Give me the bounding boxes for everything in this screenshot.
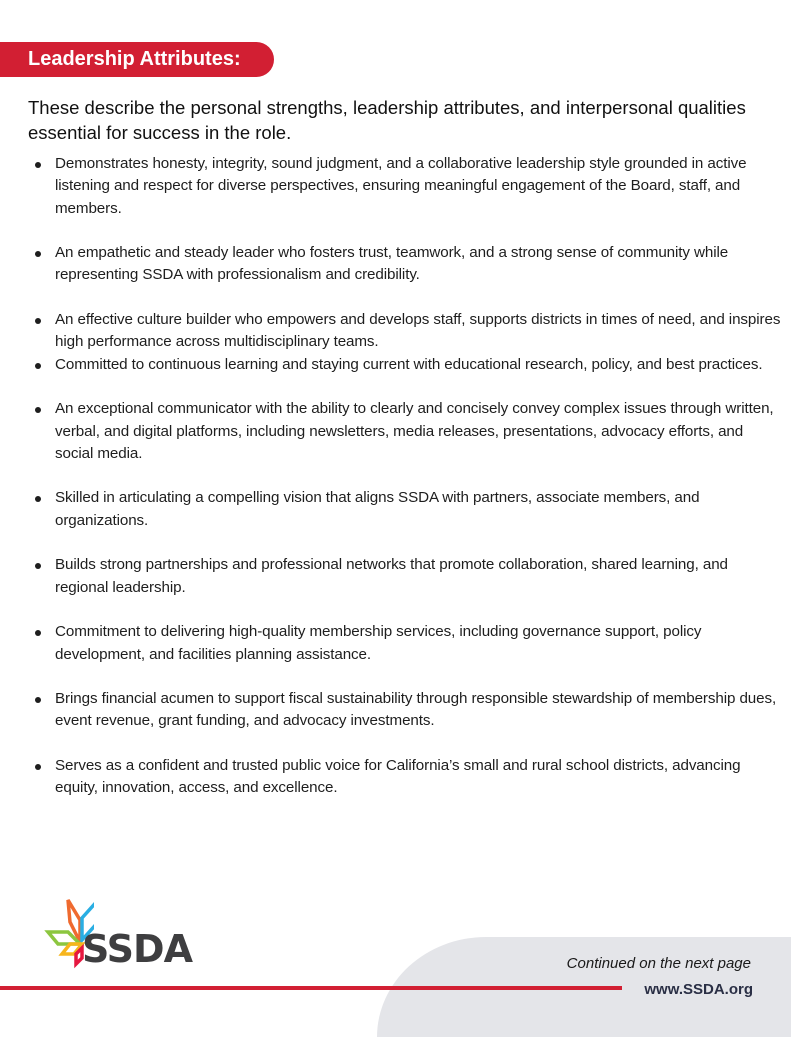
- bullet-icon: [35, 407, 41, 413]
- attributes-list: [32, 153, 785, 800]
- continued-note: Continued on the next page: [566, 955, 751, 972]
- intro-text: These describe the personal strengths, leadership attributes, and interpersonal qualities essential for success in the role.: [28, 97, 746, 143]
- section-header: [0, 42, 274, 77]
- section-title: Leadership Attributes:: [28, 48, 241, 70]
- bullet-icon: [35, 496, 41, 502]
- list-item: Builds strong partnerships and professional networks that promote collaboration, shared learning, and regional leadership.: [55, 554, 785, 599]
- list-item: Commitment to delivering high-quality membership services, including governance support, policy development, and facilities planning assistance.: [55, 621, 785, 666]
- bullet-icon: [35, 563, 41, 569]
- footer-divider: [0, 986, 622, 990]
- ssda-logo: [44, 896, 194, 976]
- bullet-icon: [35, 363, 41, 369]
- bullet-icon: [35, 162, 41, 168]
- bullet-icon: [35, 318, 41, 324]
- logo-wordmark: SSDA: [82, 927, 192, 971]
- bullet-icon: [35, 251, 41, 257]
- list-item: An exceptional communicator with the ability to clearly and concisely convey complex issues through written, verbal, and digital platforms, including newsletters, media releases, presentations, advocacy efforts, and social media.: [55, 398, 785, 465]
- bullet-icon: [35, 630, 41, 636]
- list-item: An effective culture builder who empowers and develops staff, supports districts in times of need, and inspires high performance across multidisciplinary teams.: [55, 309, 785, 354]
- list-item: Demonstrates honesty, integrity, sound judgment, and a collaborative leadership style grounded in active listening and respect for diverse perspectives, ensuring meaningful engagement of the Board, staff, and members.: [55, 153, 785, 220]
- bullet-icon: [35, 697, 41, 703]
- list-item: Skilled in articulating a compelling vision that aligns SSDA with partners, associate members, and organizations.: [55, 487, 785, 532]
- website-link[interactable]: www.SSDA.org: [644, 981, 753, 998]
- list-item: Committed to continuous learning and staying current with educational research, policy, and best practices.: [55, 354, 785, 376]
- list-item: Serves as a confident and trusted public voice for California’s small and rural school districts, advancing equity, innovation, access, and excellence.: [55, 755, 785, 800]
- list-item: Brings financial acumen to support fiscal sustainability through responsible stewardship of membership dues, event revenue, grant funding, and advocacy investments.: [55, 688, 785, 733]
- bullet-icon: [35, 764, 41, 770]
- list-item: An empathetic and steady leader who fosters trust, teamwork, and a strong sense of community while representing SSDA with professionalism and credibility.: [55, 242, 785, 287]
